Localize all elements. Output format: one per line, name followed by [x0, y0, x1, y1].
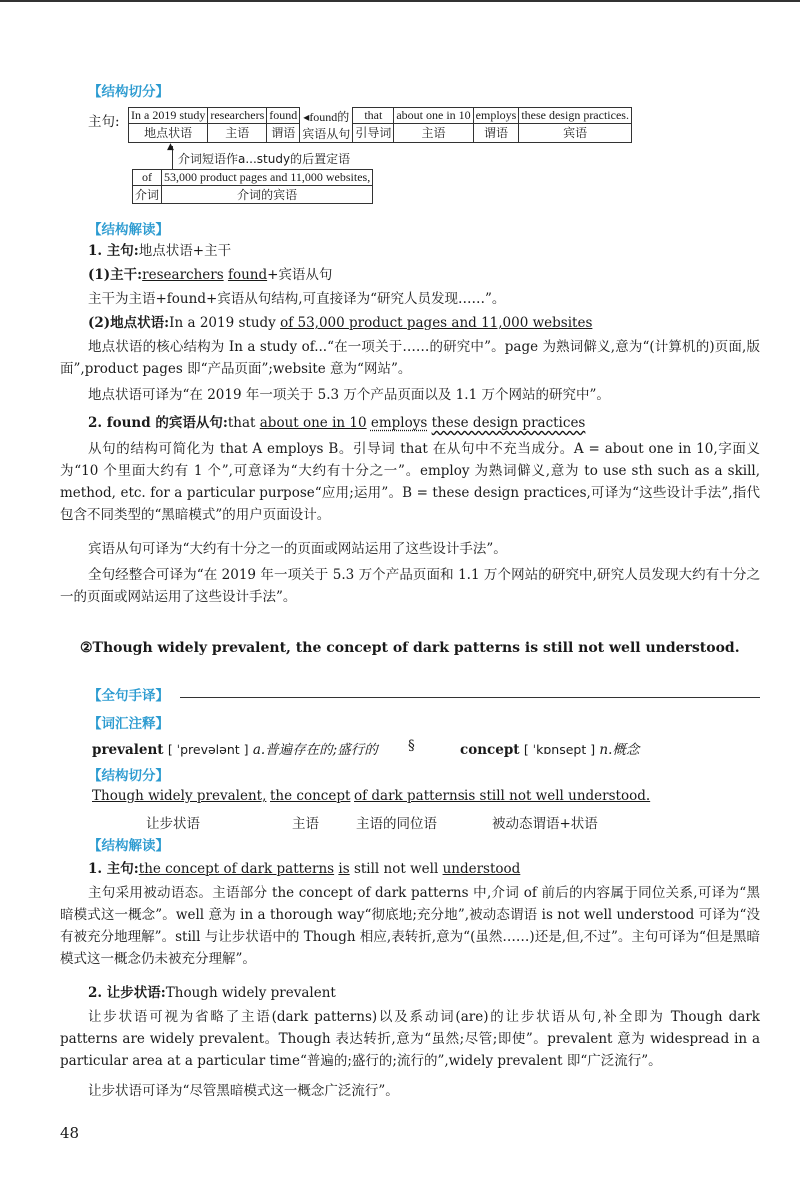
- main-clause-label: 主句:: [88, 114, 120, 130]
- diagram-part: In a 2019 study 地点状语: [129, 108, 208, 143]
- diagram-sub-phrase: [132, 169, 373, 204]
- s1-para-4: 从句的结构可简化为 that A employs B。引导词 that 在从句中不充当成分。A = about one in 10,字面义为“10 个里面大约有 1 个”,可意译为“大约有十分之一”。employ 为熟词僻义,意为 to use sth such as a skill, method, etc. for a particular purpose“应用;运用”。B = these design practices,可译为“这些设计手法”,指代包含不同类型的“黑暗模式”的用户页面设计。: [60, 441, 760, 523]
- section-heading-structure-cut: 【结构切分】: [88, 84, 169, 100]
- segment-appositive: of dark patterns: [354, 788, 465, 804]
- s2-heading-main: 1. 主句:the concept of dark patterns is still not well understood: [88, 861, 521, 877]
- s1-heading-place-adverbial: (2)地点状语:In a 2019 study of 53,000 product pages and 11,000 websites: [88, 315, 593, 331]
- s1-heading-core: (1)主干:researchers found+宾语从句: [88, 267, 333, 283]
- diagram-part: these design practices. 宾语: [519, 108, 632, 143]
- vocab-separator: §: [408, 738, 415, 754]
- s2-para-2: 让步状语可视为省略了主语(dark patterns)以及系动词(are)的让步状语从句,补全即为 Though dark patterns are widely prevalent。Though 表达转折,意为“虽然;尽管;即使”。prevalent 意为 widespread in a particular area at a particular time“普遍的;盛行的;流行的”,widely prevalent 即“广泛流行”。: [60, 1009, 760, 1069]
- s1-para-3: 地点状语可译为“在 2019 年一项关于 5.3 万个产品页面以及 1.1 万个网站的研究中”。: [88, 387, 610, 403]
- diagram-sentence-2: [92, 788, 752, 836]
- diagram-sub-part: of 介词: [133, 170, 162, 204]
- segment-label: 主语: [292, 816, 319, 832]
- diagram-part: that 引导词: [353, 108, 394, 143]
- section-heading-structure-read: 【结构解读】: [88, 222, 169, 238]
- section-heading-vocab: 【词汇注释】: [88, 716, 169, 732]
- diagram-part: about one in 10 主语: [394, 108, 473, 143]
- segment-predicate: is still not well understood.: [464, 788, 651, 804]
- segment-label: 让步状语: [146, 816, 200, 832]
- s1-para-2: 地点状语的核心结构为 In a study of...“在一项关于……的研究中”。page 为熟词僻义,意为“(计算机的)页面,版面”,product pages 即“产品页面”;website 意为“网站”。: [60, 339, 760, 377]
- top-rule: [0, 0, 800, 2]
- page-number: 48: [60, 1124, 80, 1142]
- s1-para-5: 宾语从句可译为“大约有十分之一的页面或网站运用了这些设计手法”。: [88, 541, 507, 557]
- diagram-part: employs 谓语: [473, 108, 519, 143]
- s2-para-3: 让步状语可译为“尽管黑暗模式这一概念广泛流行”。: [88, 1083, 399, 1099]
- arrow-up-icon: ▲: [167, 142, 174, 152]
- vocab-entry-concept: concept [ ˈkɒnsept ] n.概念: [460, 742, 640, 758]
- diagram-part: found 谓语: [267, 108, 300, 143]
- s2-heading-concessive: 2. 让步状语:Though widely prevalent: [88, 985, 336, 1001]
- diagram-part-arrow: ◂found的 宾语从句: [300, 108, 353, 143]
- diagram-main-clause: [128, 107, 632, 143]
- sentence-2: ②Though widely prevalent, the concept of dark patterns is still not well understood.: [80, 640, 740, 656]
- s1-heading-main: 1. 主句:地点状语+主干: [88, 243, 232, 259]
- connector-note: 介词短语作a...study的后置定语: [178, 152, 351, 166]
- s2-para-1: 主句采用被动语态。主语部分 the concept of dark patterns 中,介词 of 前后的内容属于同位关系,可译为“黑暗模式这一概念”。well 意为 in a thorough way“彻底地;充分地”,被动态谓语 is not well understood 可译为“没有被充分地理解”。still 与让步状语中的 Though 相应,表转折,意为“(虽然……)还是,但,不过”。主句可译为“但是黑暗模式这一概念仍未被充分理解”。: [60, 885, 760, 967]
- diagram-sub-part: 53,000 product pages and 11,000 websites, 介词的宾语: [162, 170, 373, 204]
- segment-concessive: Though widely prevalent,: [92, 788, 267, 804]
- diagram-part: researchers 主语: [208, 108, 267, 143]
- segment-label: 被动态谓语+状语: [492, 816, 598, 832]
- section-heading-structure-read-2: 【结构解读】: [88, 838, 169, 854]
- arrow-left-icon: ◂: [303, 109, 310, 124]
- s1-heading-object-clause: 2. found 的宾语从句:that about one in 10 employs these design practices: [88, 415, 586, 431]
- section-heading-structure-cut-2: 【结构切分】: [88, 768, 169, 784]
- section-heading-translate: 【全句手译】: [88, 688, 169, 704]
- s1-para-1: 主干为主语+found+宾语从句结构,可直接译为“研究人员发现……”。: [88, 291, 506, 307]
- segment-label: 主语的同位语: [356, 816, 437, 832]
- vocab-entry-prevalent: prevalent [ ˈprevələnt ] a.普遍存在的;盛行的: [92, 742, 378, 758]
- segment-subject: the concept: [270, 788, 351, 804]
- s1-para-6: 全句经整合可译为“在 2019 年一项关于 5.3 万个产品页面和 1.1 万个网站的研究中,研究人员发现大约有十分之一的页面或网站运用了这些设计手法”。: [60, 567, 760, 605]
- translation-blank-line[interactable]: [180, 697, 760, 698]
